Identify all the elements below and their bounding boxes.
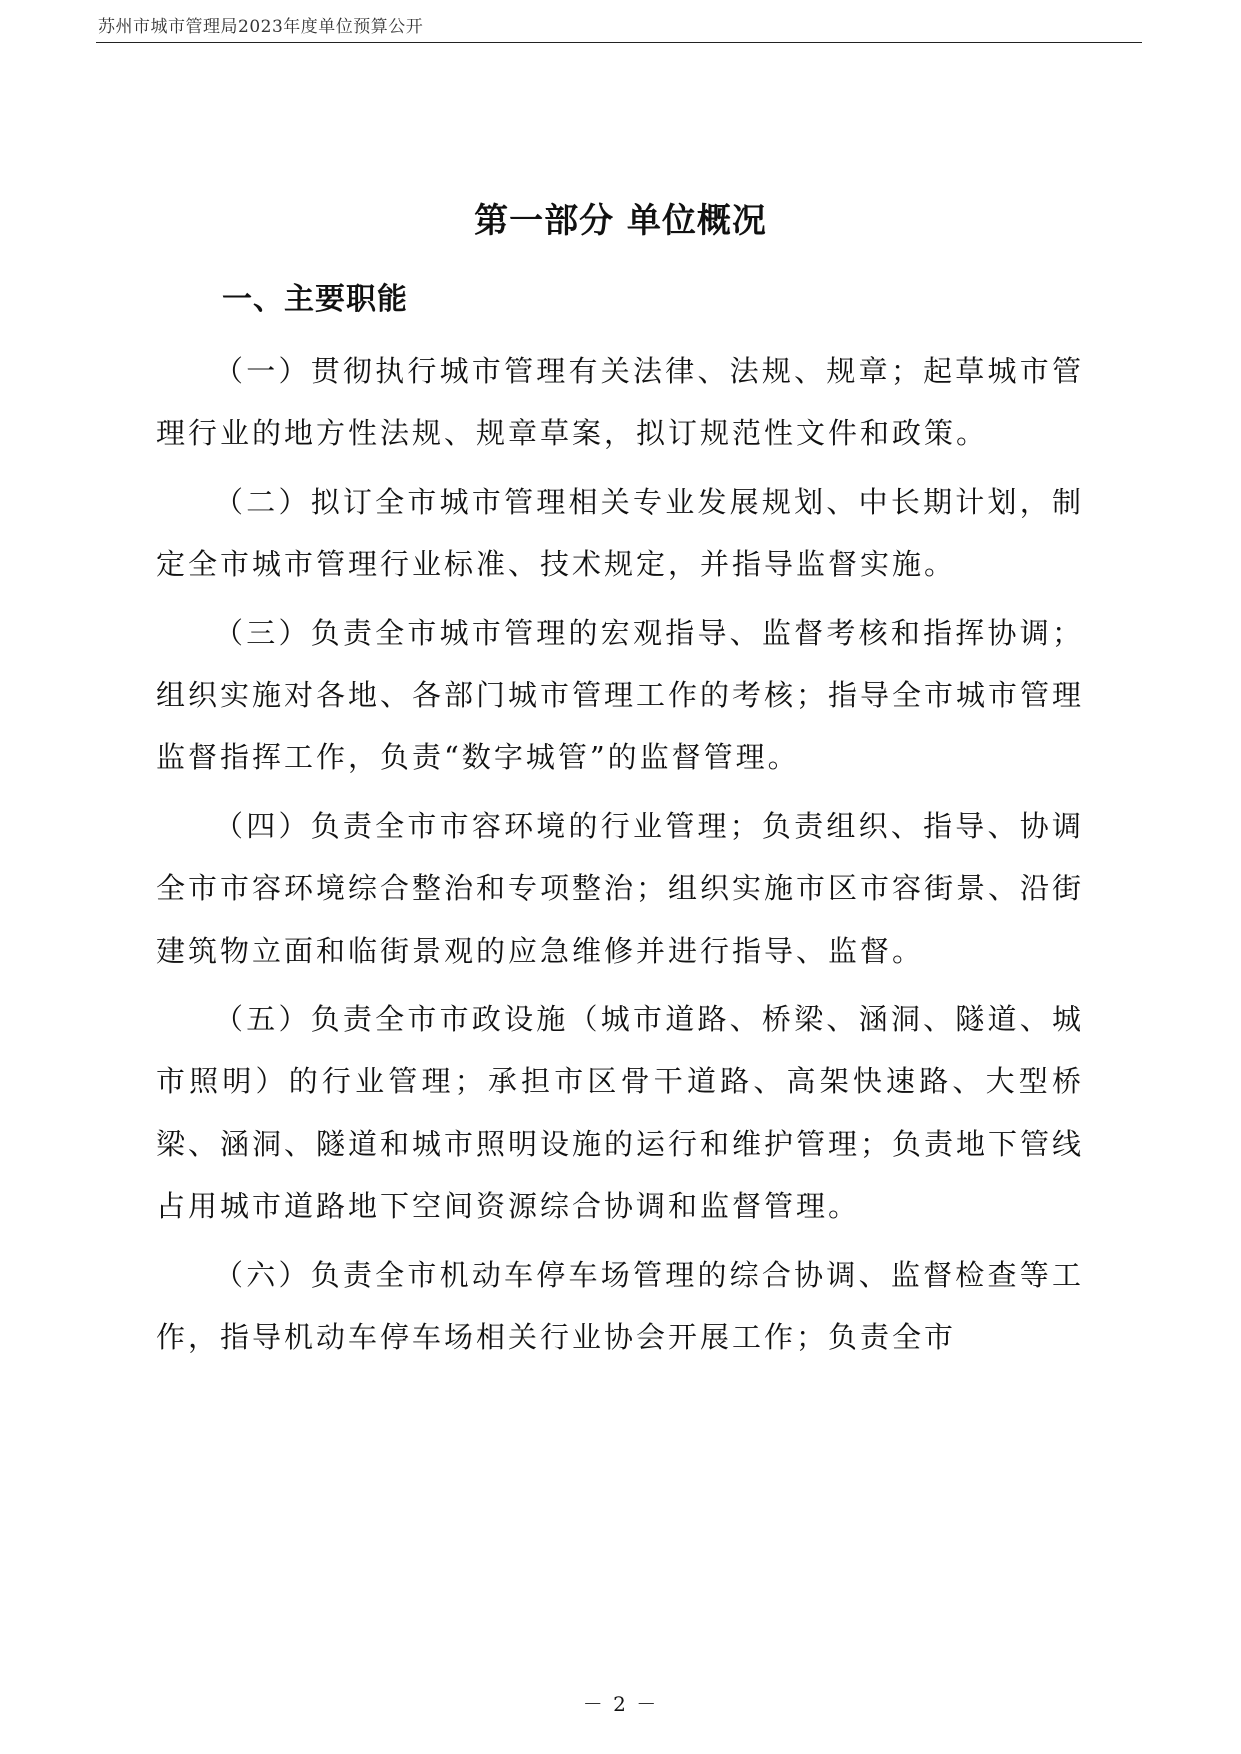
body-text: [156, 340, 1084, 1375]
paragraph-function-4: （四）负责全市市容环境的行业管理；负责组织、指导、协调全市市容环境综合整治和专项整治；组织实施市区市容街景、沿街建筑物立面和临街景观的应急维修并进行指导、监督。: [156, 808, 1085, 968]
paragraph-function-2: （二）拟订全市城市管理相关专业发展规划、中长期计划，制定全市城市管理行业标准、技术规定，并指导监督实施。: [156, 484, 1084, 582]
paragraph-function-3: （三）负责全市城市管理的宏观指导、监督考核和指挥协调；组织实施对各地、各部门城市管理工作的考核；指导全市城市管理监督指挥工作，负责“数字城管”的监督管理。: [156, 615, 1085, 775]
page-number: － 2 －: [582, 1692, 659, 1716]
running-header: 苏州市城市管理局2023年度单位预算公开: [98, 17, 424, 37]
paragraph-function-5: （五）负责全市市政设施（城市道路、桥梁、涵洞、隧道、城市照明）的行业管理；承担市区骨干道路、高架快速路、大型桥梁、涵洞、隧道和城市照明设施的运行和维护管理；负责地下管线占用城市道路地下空间资源综合协调和监督管理。: [156, 1002, 1085, 1224]
paragraph-function-1: （一）贯彻执行城市管理有关法律、法规、规章；起草城市管理行业的地方性法规、规章草案，拟订规范性文件和政策。: [156, 354, 1084, 451]
paragraph-function-6: （六）负责全市机动车停车场管理的综合协调、监督检查等工作，指导机动车停车场相关行业协会开展工作；负责全市: [156, 1257, 1084, 1355]
section-heading: 一、主要职能: [222, 282, 408, 317]
header-divider: [96, 42, 1142, 43]
page-title: 第一部分 单位概况: [474, 201, 767, 241]
